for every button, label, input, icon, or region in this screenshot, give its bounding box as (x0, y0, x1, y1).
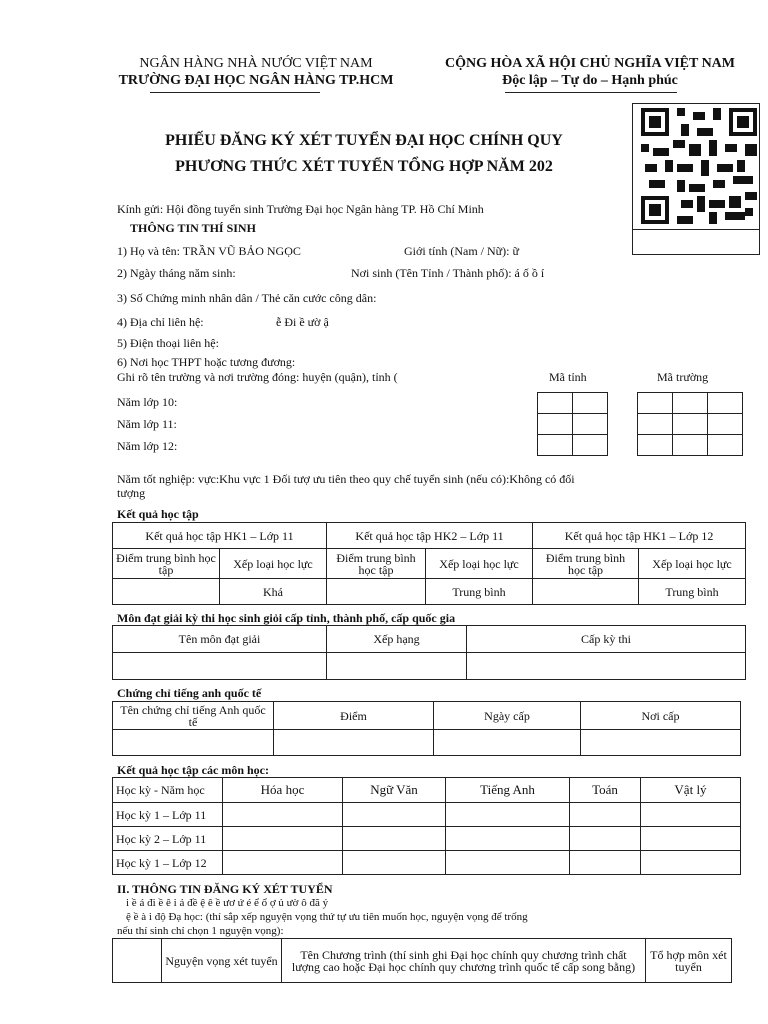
gender-field: Giới tính (Nam / Nữ): ữ (404, 244, 520, 258)
subjects-title: Kết quả học tập các môn học: (117, 763, 269, 777)
academic-cell[interactable] (327, 579, 426, 605)
school-note: Ghi rõ tên trường và nơi trường đóng: huyện (quận), tỉnh ( (117, 370, 398, 384)
registration-table (112, 938, 732, 983)
subjects-header: Hóa học (223, 778, 343, 803)
graduation-line2: tượng (117, 486, 146, 500)
code-cell[interactable] (573, 393, 608, 414)
code-cell[interactable] (638, 435, 673, 456)
registration-line3: nếu thí sinh chỉ chọn 1 nguyện vọng): (117, 925, 284, 937)
academic-cell[interactable] (533, 579, 639, 605)
nation-line1: CỘNG HÒA XÃ HỘI CHỦ NGHĨA VIỆT NAM (444, 56, 735, 71)
code-cell[interactable] (673, 435, 708, 456)
score-cell[interactable] (641, 827, 741, 851)
english-cell[interactable] (113, 730, 274, 756)
code-cell[interactable] (638, 393, 673, 414)
registration-header: Tổ hợp môn xét tuyển (646, 939, 732, 983)
subjects-table (112, 777, 741, 875)
code-cell[interactable] (673, 414, 708, 435)
dob-field: 2) Ngày tháng năm sinh: (117, 266, 236, 280)
competition-header: Tên môn đạt giải (113, 626, 327, 653)
english-cell[interactable] (581, 730, 741, 756)
subjects-header: Vật lý (641, 778, 741, 803)
score-cell[interactable] (641, 851, 741, 875)
code-cell[interactable] (708, 414, 743, 435)
address-value: ễ Đi ề ườ ậ (276, 315, 329, 329)
school-code-label: Mã trường (657, 370, 709, 384)
org-line2: TRƯỜNG ĐẠI HỌC NGÂN HÀNG TP.HCM (118, 73, 394, 88)
grade10-label: Năm lớp 10: (117, 395, 178, 409)
score-cell[interactable] (446, 827, 570, 851)
org-underline (150, 92, 320, 93)
competition-header: Xếp hạng (327, 626, 467, 653)
birthplace-field: Nơi sinh (Tên Tỉnh / Thành phố): á ố ồ í (351, 266, 545, 280)
english-cell[interactable] (434, 730, 581, 756)
subjects-row-label: Học kỳ 1 – Lớp 11 (113, 803, 223, 827)
academic-group-3: Kết quả học tập HK1 – Lớp 12 (533, 523, 746, 549)
motto-underline (505, 92, 677, 93)
competition-header: Cấp kỳ thi (467, 626, 746, 653)
form-title-line2: PHƯƠNG THỨC XÉT TUYỂN TỔNG HỢP NĂM 202 (175, 158, 553, 175)
english-header: Điểm (274, 702, 434, 730)
academic-cell[interactable]: Trung bình (639, 579, 746, 605)
addressee: Kính gửi: Hội đồng tuyển sinh Trường Đại học Ngân hàng TP. Hồ Chí Minh (117, 202, 484, 216)
score-cell[interactable] (446, 851, 570, 875)
score-cell[interactable] (223, 851, 343, 875)
competition-cell[interactable] (113, 653, 327, 680)
rank-header: Xếp loại học lực (220, 549, 327, 579)
subjects-header: Toán (570, 778, 641, 803)
school-code-grid (637, 392, 743, 456)
form-title-line1: PHIẾU ĐĂNG KÝ XÉT TUYỂN ĐẠI HỌC CHÍNH QUY (165, 132, 563, 149)
english-cert-table (112, 701, 741, 756)
competition-title: Môn đạt giải kỳ thi học sinh giỏi cấp tỉnh, thành phố, cấp quốc gia (117, 611, 456, 625)
score-cell[interactable] (343, 803, 446, 827)
english-header: Nơi cấp (581, 702, 741, 730)
school-label: 6) Nơi học THPT hoặc tương đương: (117, 355, 296, 369)
avg-header: Điểm trung bình học tập (533, 549, 639, 579)
phone-field: 5) Điện thoại liên hệ: (117, 336, 219, 350)
province-code-grid (537, 392, 608, 456)
subjects-row-label: Học kỳ 1 – Lớp 12 (113, 851, 223, 875)
address-label: 4) Địa chỉ liên hệ: (117, 315, 204, 329)
nation-line2: Độc lập – Tự do – Hạnh phúc (502, 73, 678, 88)
competition-cell[interactable] (467, 653, 746, 680)
code-cell[interactable] (638, 414, 673, 435)
academic-cell[interactable]: Trung bình (426, 579, 533, 605)
academic-cell[interactable] (113, 579, 220, 605)
avg-header: Điểm trung bình học tập (327, 549, 426, 579)
grade11-label: Năm lớp 11: (117, 417, 177, 431)
score-cell[interactable] (343, 851, 446, 875)
subjects-header: Tiếng Anh (446, 778, 570, 803)
english-cell[interactable] (274, 730, 434, 756)
code-cell[interactable] (538, 393, 573, 414)
academic-title: Kết quả học tập (117, 507, 199, 521)
english-cert-title: Chứng chỉ tiếng anh quốc tế (117, 686, 262, 700)
score-cell[interactable] (446, 803, 570, 827)
code-cell[interactable] (573, 435, 608, 456)
score-cell[interactable] (343, 827, 446, 851)
avg-header: Điểm trung bình học tập (113, 549, 220, 579)
candidate-section-title: THÔNG TIN THÍ SINH (130, 221, 256, 235)
code-cell[interactable] (673, 393, 708, 414)
competition-cell[interactable] (327, 653, 467, 680)
qr-divider (632, 229, 759, 230)
competition-table (112, 625, 746, 680)
code-cell[interactable] (573, 414, 608, 435)
registration-header (113, 939, 162, 983)
english-header: Tên chứng chỉ tiếng Anh quốc tế (113, 702, 274, 730)
code-cell[interactable] (708, 393, 743, 414)
academic-table (112, 522, 746, 605)
subjects-header: Học kỳ - Năm học (113, 778, 223, 803)
academic-group-2: Kết quả học tập HK2 – Lớp 11 (327, 523, 533, 549)
code-cell[interactable] (538, 414, 573, 435)
code-cell[interactable] (708, 435, 743, 456)
registration-line2: ệ ề à i độ Đạ học: (thí sắp xếp nguyện vọng thứ tự ưu tiên muốn học, nguyện vọng để trống (126, 911, 528, 923)
full-name-field: 1) Họ và tên: TRẦN VŨ BẢO NGỌC (117, 244, 301, 258)
score-cell[interactable] (570, 827, 641, 851)
registration-header: Nguyện vọng xét tuyển (162, 939, 282, 983)
registration-title: II. THÔNG TIN ĐĂNG KÝ XÉT TUYỂN (117, 882, 333, 896)
qr-code-icon (640, 108, 758, 224)
grade12-label: Năm lớp 12: (117, 439, 178, 453)
code-cell[interactable] (538, 435, 573, 456)
org-line1: NGÂN HÀNG NHÀ NƯỚC VIỆT NAM (139, 56, 373, 71)
score-cell[interactable] (641, 803, 741, 827)
score-cell[interactable] (570, 803, 641, 827)
score-cell[interactable] (223, 803, 343, 827)
academic-group-1: Kết quả học tập HK1 – Lớp 11 (113, 523, 327, 549)
rank-header: Xếp loại học lực (426, 549, 533, 579)
score-cell[interactable] (570, 851, 641, 875)
english-header: Ngày cấp (434, 702, 581, 730)
registration-header: Tên Chương trình (thí sinh ghi Đại học chính quy chương trình chất lượng cao hoặc Đại học chính quy chương trình quốc tế cấp song bằng) (282, 939, 646, 983)
rank-header: Xếp loại học lực (639, 549, 746, 579)
academic-cell[interactable]: Khá (220, 579, 327, 605)
province-code-label: Mã tỉnh (549, 370, 587, 384)
subjects-row-label: Học kỳ 2 – Lớp 11 (113, 827, 223, 851)
id-card-field: 3) Số Chứng minh nhân dân / Thẻ căn cước công dân: (117, 291, 377, 305)
score-cell[interactable] (223, 827, 343, 851)
registration-line1: i ề á đi ề ê i ả đề ệ ê ề ươ ứ é ể ổ ợ ủ ườ ô đã ý (126, 897, 329, 909)
graduation-line1: Năm tốt nghiệp: vực:Khu vực 1 Đối tượ ưu tiên theo quy chế tuyển sinh (nếu có):Không có đối (117, 472, 575, 486)
subjects-header: Ngữ Văn (343, 778, 446, 803)
